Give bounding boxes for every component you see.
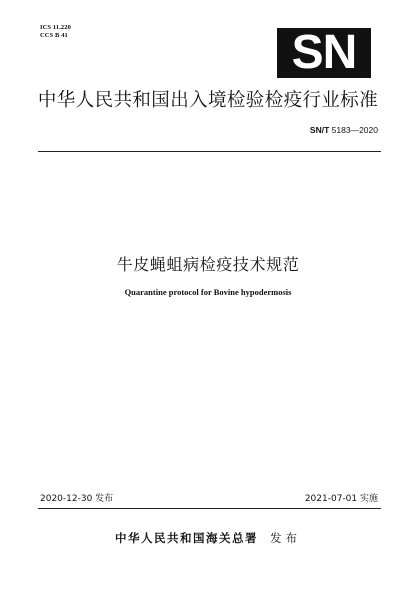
ics-code: ICS 11.220 bbox=[40, 24, 71, 31]
ics-classification bbox=[40, 24, 71, 40]
standard-category: 中华人民共和国出入境检验检疫行业标准 bbox=[37, 90, 379, 111]
publisher-name: 中华人民共和国海关总署 bbox=[115, 531, 258, 545]
ccs-code: CCS B 41 bbox=[40, 32, 68, 39]
standard-code-number: 5183—2020 bbox=[331, 125, 378, 135]
standard-code bbox=[310, 125, 378, 135]
sn-logo-text: SN bbox=[291, 26, 357, 79]
title-chinese: 牛皮蝇蛆病检疫技术规范 bbox=[116, 255, 300, 274]
publisher-action: 发布 bbox=[270, 531, 301, 545]
title-english: Quarantine protocol for Bovine hypodermosis bbox=[124, 287, 292, 297]
implementation-date: 2021-07-01 实施 bbox=[304, 494, 378, 504]
sn-logo bbox=[277, 28, 371, 78]
issue-date: 2020-12-30 发布 bbox=[40, 494, 114, 504]
publisher bbox=[0, 530, 416, 546]
bottom-divider bbox=[38, 508, 381, 509]
top-divider bbox=[38, 151, 381, 152]
standard-code-prefix: SN/T bbox=[309, 125, 330, 135]
